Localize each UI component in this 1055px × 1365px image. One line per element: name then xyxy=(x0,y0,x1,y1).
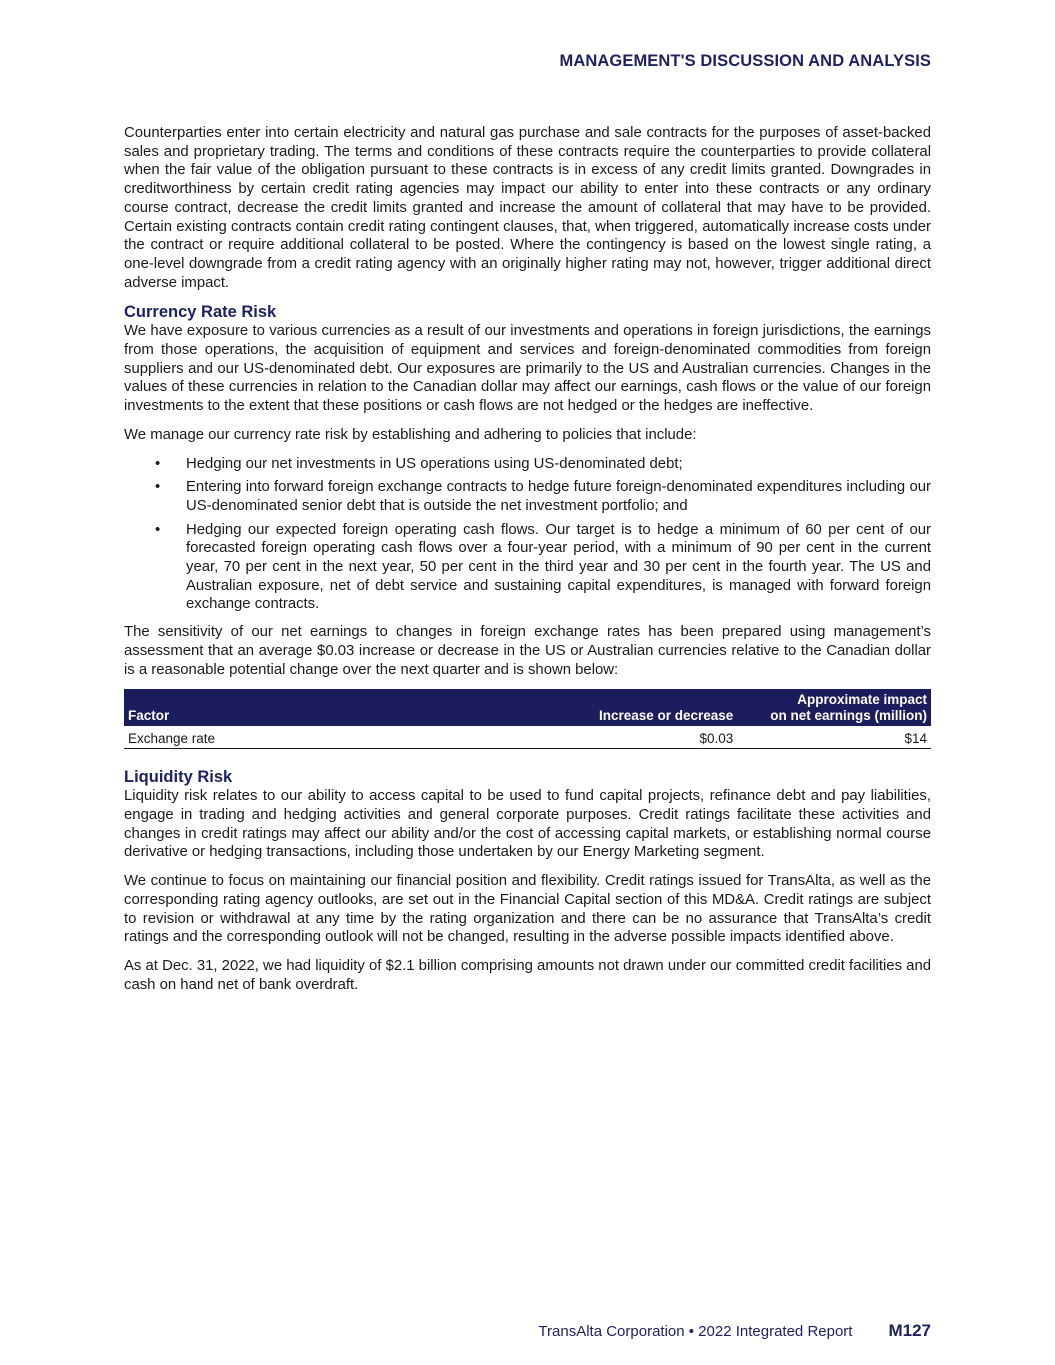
liquidity-paragraph-2: We continue to focus on maintaining our financial position and flexibility. Credit ratings issued for TransAlta, as well as the corresponding rating agency outlooks, are set out in the Financial Capital section of this MD&A. Credit ratings are subject to revision or withdrawal at any time by the rating organization and there can be no assurance that TransAlta’s credit ratings and the corresponding outlook will not be changed, resulting in the adverse possible impacts identified above. xyxy=(124,873,931,946)
page-number: M127 xyxy=(888,1321,931,1340)
cell-impact: $14 xyxy=(737,726,931,749)
column-header-impact-line2: on net earnings (million) xyxy=(770,707,927,723)
currency-policy-list xyxy=(124,455,931,615)
bullet-icon: • xyxy=(155,521,161,538)
page-footer xyxy=(538,1321,931,1341)
liquidity-paragraph-3: As at Dec. 31, 2022, we had liquidity of $2.1 billion comprising amounts not drawn under our committed credit facilities and cash on hand net of bank overdraft. xyxy=(124,957,932,993)
list-item xyxy=(124,478,931,515)
footer-report-title: TransAlta Corporation • 2022 Integrated Report xyxy=(538,1323,853,1340)
currency-paragraph-2: We manage our currency rate risk by establishing and adhering to policies that include: xyxy=(124,426,697,443)
column-header-factor: Factor xyxy=(124,689,544,726)
list-item xyxy=(124,455,931,474)
column-header-change: Increase or decrease xyxy=(544,689,738,726)
bullet-icon: • xyxy=(155,455,161,472)
column-header-impact xyxy=(737,689,931,726)
list-item-text: Hedging our net investments in US operations using US-denominated debt; xyxy=(186,455,683,472)
list-item-text: Entering into forward foreign exchange contracts to hedge future foreign-denominated expenditures including our US-denominated senior debt that is outside the net investment portfolio; and xyxy=(186,479,931,514)
fx-sensitivity-table xyxy=(124,689,931,749)
list-item-text: Hedging our expected foreign operating cash flows. Our target is to hedge a minimum of 60 per cent of our forecasted foreign operating cash flows over a four-year period, with a minimum of 90 per cent in the current year, 70 per cent in the next year, 50 per cent in the third year and 30 per cent in the fourth year. The US and Australian exposure, net of debt service and sustaining capital expenditures, is managed with forward foreign exchange contracts. xyxy=(186,521,931,613)
bullet-icon: • xyxy=(155,479,161,496)
table-header-row xyxy=(124,689,931,726)
cell-change: $0.03 xyxy=(544,726,738,749)
liquidity-paragraph-1: Liquidity risk relates to our ability to access capital to be used to fund capital projects, refinance debt and pay liabilities, engage in trading and hedging activities and general corporate purposes. Credit ratings facilitate these activities and changes in credit ratings may affect our ability and/or the cost of accessing capital markets, or establishing normal course derivative or hedging transactions, including those undertaken by our Energy Marketing segment. xyxy=(124,788,931,861)
currency-paragraph-3: The sensitivity of our net earnings to changes in foreign exchange rates has been prepared using management’s assessment that an average $0.03 increase or decrease in the US or Australian currencies relative to the Canadian dollar is a reasonable potential change over the next quarter and is shown below: xyxy=(124,624,931,678)
currency-paragraph-1: We have exposure to various currencies as a result of our investments and operations in foreign jurisdictions, the earnings from those operations, the acquisition of equipment and services and foreign-denominated commodities from foreign suppliers and our US-denominated debt. Our exposures are primarily to the US and Australian currencies. Changes in the values of these currencies in relation to the Canadian dollar may affect our earnings, cash flows or the value of our foreign investments to the extent that these positions or cash flows are not hedged or the hedges are ineffective. xyxy=(124,323,931,415)
liquidity-risk-heading: Liquidity Risk xyxy=(124,768,233,787)
cell-factor: Exchange rate xyxy=(124,726,544,749)
main-content xyxy=(124,124,931,1004)
table-row xyxy=(124,726,931,749)
column-header-impact-line1: Approximate impact xyxy=(797,692,927,708)
list-item xyxy=(124,521,931,615)
currency-risk-heading: Currency Rate Risk xyxy=(124,303,277,322)
intro-paragraph: Counterparties enter into certain electricity and natural gas purchase and sale contracts for the purposes of asset-backed sales and proprietary trading. The terms and conditions of these contracts require the counterparties to provide collateral when the fair value of the obligation pursuant to these contracts is in excess of any credit limits granted. Downgrades in creditworthiness by certain credit rating agencies may impact our ability to enter into these contracts or any ordinary course contract, decrease the credit limits granted and increase the amount of collateral that may have to be provided. Certain existing contracts contain credit rating contingent clauses, that, when triggered, automatically increase costs under the contract or require additional collateral to be posted. Where the contingency is based on the lowest single rating, a one-level downgrade from a credit rating agency with an originally higher rating may not, however, trigger additional direct adverse impact. xyxy=(124,125,931,291)
page-header-title: MANAGEMENT'S DISCUSSION AND ANALYSIS xyxy=(559,52,931,70)
